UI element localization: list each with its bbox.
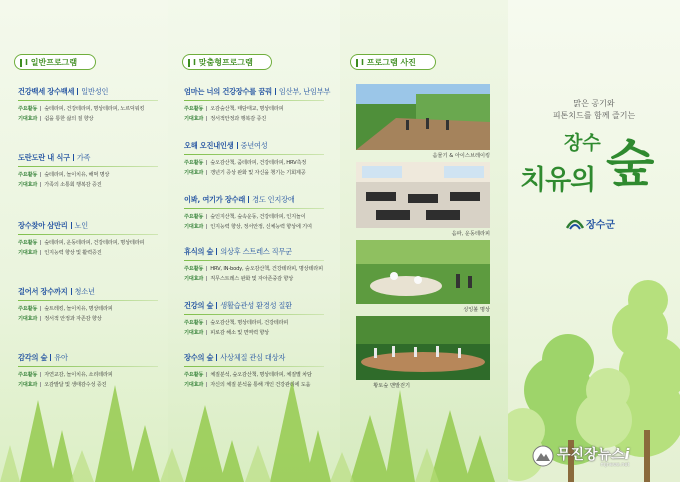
photo-barefoot-walk <box>356 316 490 380</box>
program-activity: 자연교감, 놀이치유, 소리테라피 <box>44 372 113 378</box>
county-logo <box>566 216 615 231</box>
activity-label: 주요활동 <box>184 266 204 272</box>
cover-tagline-2: 피톤치드를 함께 즐기는 <box>552 111 636 120</box>
effect-label: 기대효과 <box>184 330 204 336</box>
photo-caption: 음파, 운동테라피 <box>451 231 490 237</box>
program-activity: 숲인지산책, 숲속운동, 건강테라피, 인지놀이 <box>210 214 306 220</box>
program-effect: 정서적 안정과 자존감 향상 <box>44 316 102 322</box>
program-effect: 정서적안정과 행복감 증진 <box>210 116 267 122</box>
custom-program-4 <box>184 247 324 285</box>
program-activity: 숲오감산책, 줌테라피, 건강테라피, HRV측정 <box>210 160 307 166</box>
photo-caption: 싱잉볼 명상 <box>463 307 490 313</box>
photo-deck-walk <box>356 84 490 150</box>
program-activity: 체질분석, 숲오감산책, 명상테라피, 체질별 차담 <box>210 372 312 378</box>
program-title: 이봐, 여기가 장수래 <box>184 195 246 204</box>
photo-caption: 음물기 & 아이스브레이킹 <box>432 153 490 159</box>
activity-label: 주요활동 <box>18 372 38 378</box>
program-effect: 가족의 소통회 행복감 증진 <box>44 182 102 188</box>
program-effect: 갱년기 증상 완화 및 자신을 챙기는 기회제공 <box>210 170 306 176</box>
program-target: 청소년 <box>74 287 95 296</box>
program-title: 건강의 숲 <box>184 301 214 310</box>
program-title: 오해 오진내인생 <box>184 141 234 150</box>
watermark-url: mjnews.net <box>600 462 630 468</box>
cover-title-small: 장수 <box>564 132 601 154</box>
county-logo-icon <box>566 218 584 230</box>
program-target: 임산부, 난임부부 <box>278 87 331 96</box>
program-activity: HRV, IN-body, 숲오감산책, 건강테라피, 명상테라피 <box>210 266 323 272</box>
program-title: 건강백세 장수백세 <box>18 87 75 96</box>
effect-label: 기대효과 <box>18 116 38 122</box>
activity-label: 주요활동 <box>184 160 204 166</box>
photo-meditation <box>356 240 490 304</box>
program-target: 의상후 스트레스 직무군 <box>220 247 292 256</box>
activity-label: 주요활동 <box>18 306 38 312</box>
program-title: 휴식의 숲 <box>184 247 214 256</box>
program-target: 노인 <box>74 221 89 230</box>
program-activity: 숲테라피, 운동테라피, 건강테라피, 명상테라피 <box>44 240 145 246</box>
program-effect: 오감발달 및 생태감수성 증진 <box>44 382 107 388</box>
custom-program-2 <box>184 141 324 179</box>
watermark <box>532 444 629 468</box>
photo-exercise-room <box>356 162 490 228</box>
custom-program-5 <box>184 301 324 339</box>
effect-label: 기대효과 <box>18 250 38 256</box>
effect-label: 기대효과 <box>184 276 204 282</box>
cover-title-line: 치유의 <box>520 165 596 196</box>
section-tab-custom: Ⅰ 맞춤형프로그램 <box>182 54 272 70</box>
effect-label: 기대효과 <box>18 182 38 188</box>
custom-program-1 <box>184 87 330 125</box>
activity-label: 주요활동 <box>18 240 38 246</box>
program-activity: 숲테라피, 놀이치유, 해먹 명상 <box>44 172 110 178</box>
activity-label: 주요활동 <box>18 106 38 112</box>
county-name: 장수군 <box>586 220 615 231</box>
custom-program-3 <box>184 195 324 233</box>
program-target: 중년여성 <box>240 141 268 150</box>
cover-tagline-1: 맑은 공기와 <box>573 99 615 108</box>
program-activity: 오감숲산책, 태담태교, 명상테라피 <box>210 106 284 112</box>
program-effect: 피로감 해소 및 면역력 향상 <box>210 330 269 336</box>
program-target: 유아 <box>54 353 68 362</box>
photo-caption: 황토숲 맨발걷기 <box>373 383 410 389</box>
program-effect: 쉼을 통한 삶의 질 향상 <box>44 116 94 122</box>
general-program-4 <box>18 287 158 325</box>
program-target: 사상체질 관심 대상자 <box>220 353 286 362</box>
section-tab-photos: Ⅰ 프로그램 사진 <box>350 54 436 70</box>
program-title: 장수의 숲 <box>184 353 214 362</box>
program-activity: 숲테라피, 건강테라피, 명상테라피, 노르딕워킹 <box>44 106 145 112</box>
general-program-3 <box>18 221 158 259</box>
program-activity: 숲오감산책, 명상테라피, 건강테라피 <box>210 320 289 326</box>
program-target: 가족 <box>76 153 91 162</box>
effect-label: 기대효과 <box>184 170 204 176</box>
custom-program-6 <box>184 353 324 391</box>
section-tab-general: Ⅰ 일반프로그램 <box>14 54 96 70</box>
effect-label: 기대효과 <box>18 316 38 322</box>
program-title: 장수찾아 삼만리 <box>18 221 68 230</box>
watermark-i: i <box>624 447 630 463</box>
effect-label: 기대효과 <box>184 224 204 230</box>
effect-label: 기대효과 <box>184 116 204 122</box>
activity-label: 주요활동 <box>18 172 38 178</box>
cover-title-big: 숲 <box>606 135 655 193</box>
watermark-text: 무진장뉴스 <box>557 447 625 463</box>
activity-label: 주요활동 <box>184 214 204 220</box>
program-title: 도란도란 내 식구 <box>18 153 70 162</box>
program-effect: 자신의 체질 분석을 통해 개인 건강관리에 도움 <box>210 382 311 388</box>
program-target: 경도 인지장애 <box>252 195 295 204</box>
program-title: 감각의 숲 <box>18 353 48 362</box>
effect-label: 기대효과 <box>18 382 38 388</box>
activity-label: 주요활동 <box>184 106 204 112</box>
watermark-mountain-icon <box>532 445 554 467</box>
activity-label: 주요활동 <box>184 320 204 326</box>
program-title: 걸어서 장수까지 <box>18 287 68 296</box>
program-target: 일반성인 <box>81 87 109 96</box>
activity-label: 주요활동 <box>184 372 204 378</box>
program-target: 생활습관성 환경성 질환 <box>220 301 292 310</box>
program-title: 엄마는 너의 건강장수를 꿈꿔 <box>184 87 272 96</box>
effect-label: 기대효과 <box>184 382 204 388</box>
general-program-2 <box>18 153 158 191</box>
program-effect: 인지능력 향상 및 활력증진 <box>44 250 102 256</box>
general-program-1 <box>18 87 158 125</box>
general-program-5 <box>18 353 158 391</box>
program-effect: 직무스트레스 완화 및 자아존중감 향상 <box>210 276 294 282</box>
program-effect: 인지능력 향상, 정서안정, 신체능력 향상에 기여 <box>210 224 312 230</box>
program-activity: 숲트레킹, 놀이치유, 명상테라피 <box>44 306 113 312</box>
